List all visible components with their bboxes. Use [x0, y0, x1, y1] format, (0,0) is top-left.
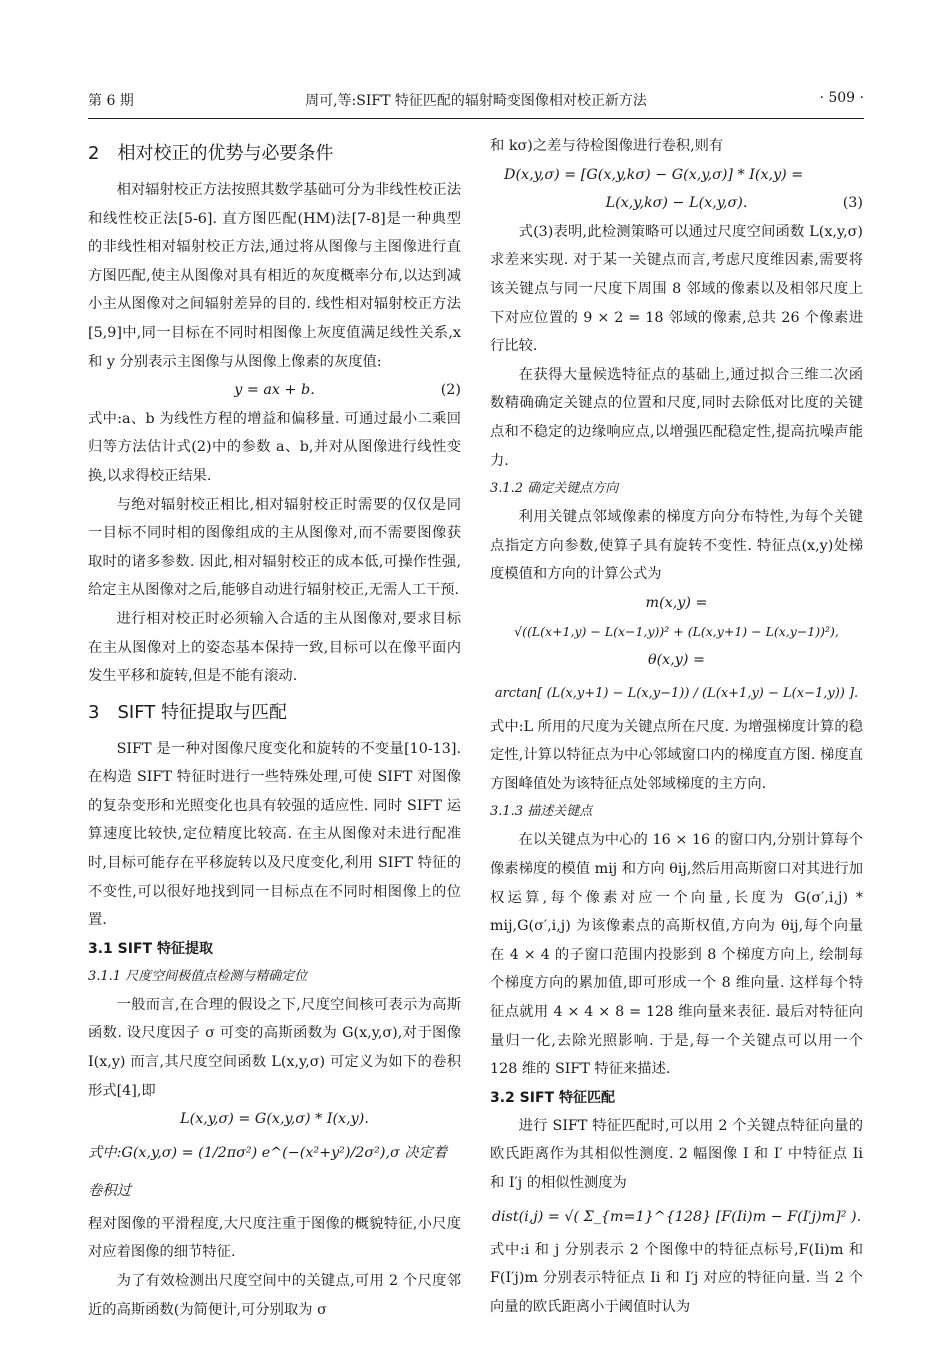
- paragraph: 与绝对辐射校正相比,相对辐射校正时需要的仅仅是同一目标不同时相的图像组成的主从图像对,而不需要图像获取时的诸多参数. 因此,相对辐射校正的成本低,可操作性强,给定主从图像对之后,能够自动进行辐射校正,无需人工干预.: [88, 496, 461, 599]
- equation-2: [88, 376, 461, 405]
- left-column: [88, 132, 461, 1324]
- section-2-heading: [88, 134, 461, 174]
- equation-orientation-rhs: arctan[ (L(x,y+1) − L(x,y−1)) / (L(x+1,y) − L(x−1,y)) ].: [494, 685, 859, 701]
- equation-orientation-lhs: θ(x,y) =: [648, 652, 705, 669]
- paragraph: 和 kσ)之差与待检图像进行卷积,则有: [490, 138, 724, 154]
- section-3-heading: [88, 693, 461, 733]
- subsection-heading: 3.2 SIFT 特征匹配: [490, 1089, 615, 1106]
- equation-3-line1: D(x,y,σ) = [G(x,y,kσ) − G(x,y,σ)] * I(x,y) =: [504, 166, 804, 183]
- equation-number: (2): [440, 382, 461, 399]
- equation-convolution: L(x,y,σ) = G(x,y,σ) * I(x,y).: [180, 1111, 369, 1128]
- equation-gaussian: 式中:G(x,y,σ) = (1/2πσ²) e^(−(x²+y²)/2σ²),σ 决定着卷积过: [88, 1144, 448, 1199]
- issue-number: 第 6 期: [88, 93, 134, 109]
- equation-magnitude-lhs: m(x,y) =: [645, 594, 708, 611]
- paragraph: 利用关键点邻域像素的梯度方向分布特性,为每个关键点指定方向参数,使算子具有旋转不变性. 特征点(x,y)处梯度模值和方向的计算公式为: [490, 509, 863, 583]
- paragraph: 在以关键点为中心的 16 × 16 的窗口内,分别计算每个像素梯度的模值 mij 和方向 θij,然后用高斯窗口对其进行加权运算,每个像素对应一个向量,长度为 G(σ′,i,j) * mij,G(σ′,i,j) 为该像素点的高斯权值,方向为 θij,每个向量在 4 × 4 的子窗口范围内投影到 8 个梯度方向上, 绘制每个梯度方向的累加值,即可形成一个 8 维向量. 这样每个特征点就用 4 × 4 × 8 = 128 维向量来表征. 最后对特征向量归一化,去除光照影响. 于是,每一个关键点可以用一个 128 维的 SIFT 特征来描述.: [490, 832, 863, 1078]
- paragraph: 一般而言,在合理的假设之下,尺度空间核可表示为高斯函数. 设尺度因子 σ 可变的高斯函数为 G(x,y,σ),对于图像 I(x,y) 而言,其尺度空间函数 L(x,y,σ) 可定义为如下的卷积形式[4],即: [88, 996, 461, 1099]
- subsection-heading: 3.1 SIFT 特征提取: [88, 940, 213, 957]
- running-title: 周可,等:SIFT 特征匹配的辐射畸变图像相对校正新方法: [305, 93, 647, 109]
- paragraph: 进行 SIFT 特征匹配时,可以用 2 个关键点特征向量的欧氏距离作为其相似性测度. 2 幅图像 I 和 I′ 中特征点 Ii 和 I′j 的相似性测度为: [490, 1117, 863, 1191]
- right-column: [490, 132, 863, 1321]
- paragraph: SIFT 是一种对图像尺度变化和旋转的不变量[10-13]. 在构造 SIFT 特征时进行一些特殊处理,可使 SIFT 对图像的复杂变形和光照变化也具有较强的适应性. 同时 SIFT 运算速度比较快,定位精度比较高. 在主从图像对未进行配准时,目标可能存在平移旋转以及尺度变化,利用 SIFT 特征的不变性,可以很好地找到同一目标点在不同时相图像上的位置.: [88, 740, 461, 929]
- paragraph: 程对图像的平滑程度,大尺度注重于图像的概貌特征,小尺度对应着图像的细节特征.: [88, 1215, 461, 1261]
- section-number: 2: [88, 143, 100, 164]
- paragraph: 在获得大量候选特征点的基础上,通过拟合三维二次函数精确确定关键点的位置和尺度,同时去除低对比度的关键点和不稳定的边缘响应点,以增强匹配稳定性,提高抗噪声能力.: [490, 366, 863, 469]
- paragraph: 相对辐射校正方法按照其数学基础可分为非线性校正法和线性校正法[5-6]. 直方图匹配(HM)法[7-8]是一种典型的非线性相对辐射校正方法,通过将从图像与主图像进行直方图匹配,使主从图像对具有相近的灰度概率分布,以达到减小主从图像对之间辐射差异的目的. 线性相对辐射校正方法[5,9]中,同一目标在不同时相图像上灰度值满足线性关系,x 和 y 分别表示主图像与从图像上像素的灰度值:: [88, 182, 461, 370]
- paragraph: 式(3)表明,此检测策略可以通过尺度空间函数 L(x,y,σ) 求差来实现. 对于某一关键点而言,考虑尺度维因素,需要将该关键点与同一尺度下周围 8 邻域的像素以及相邻尺度上下对应位置的 9 × 2 = 18 邻域的像素,总共 26 个像素进行比较.: [490, 223, 863, 355]
- section-number: 3: [88, 701, 100, 723]
- page-number: · 509 ·: [819, 90, 864, 106]
- paragraph: 进行相对校正时必须输入合适的主从图像对,要求目标在主从图像对上的姿态基本保持一致,目标可以在像平面内发生平移和旋转,但是不能有滚动.: [88, 610, 461, 685]
- running-header: [88, 90, 864, 118]
- equation-distance: dist(i,j) = √( Σ_{m=1}^{128} [F(Ii)m − F(I′j)m]² ).: [491, 1208, 862, 1225]
- subsubsection-heading: 3.1.1 尺度空间极值点检测与精确定位: [88, 968, 308, 984]
- section-title: SIFT 特征提取与匹配: [117, 701, 287, 723]
- paragraph: 为了有效检测出尺度空间中的关键点,可用 2 个尺度邻近的高斯函数(为简便计,可分别取为 σ: [88, 1273, 461, 1318]
- subsubsection-heading: 3.1.3 描述关键点: [490, 804, 593, 820]
- header-rule: [88, 118, 864, 119]
- equation-body: y = ax + b.: [234, 382, 315, 399]
- paragraph: 式中:a、b 为线性方程的增益和偏移量. 可通过最小二乘回归等方法估计式(2)中的参数 a、b,并对从图像进行线性变换,以求得校正结果.: [88, 410, 461, 484]
- paragraph: 式中:i 和 j 分别表示 2 个图像中的特征点标号,F(Ii)m 和 F(I′j)m 分别表示特征点 Ii 和 I′j 对应的特征向量. 当 2 个向量的欧氏距离小于阈值时认为: [490, 1241, 863, 1315]
- equation-number: (3): [842, 195, 863, 212]
- paragraph: 式中:L 所用的尺度为关键点所在尺度. 为增强梯度计算的稳定性,计算以特征点为中心邻域窗口内的梯度直方图. 梯度直方图峰值处为该特征点处邻域梯度的主方向.: [490, 718, 863, 792]
- section-title: 相对校正的优势与必要条件: [117, 143, 334, 164]
- equation-3-line2: [490, 189, 863, 218]
- equation-body: L(x,y,kσ) − L(x,y,σ).: [605, 195, 748, 212]
- equation-magnitude-rhs: √((L(x+1,y) − L(x−1,y))² + (L(x,y+1) − L(x,y−1))²),: [514, 623, 839, 639]
- subsubsection-heading: 3.1.2 确定关键点方向: [490, 481, 619, 497]
